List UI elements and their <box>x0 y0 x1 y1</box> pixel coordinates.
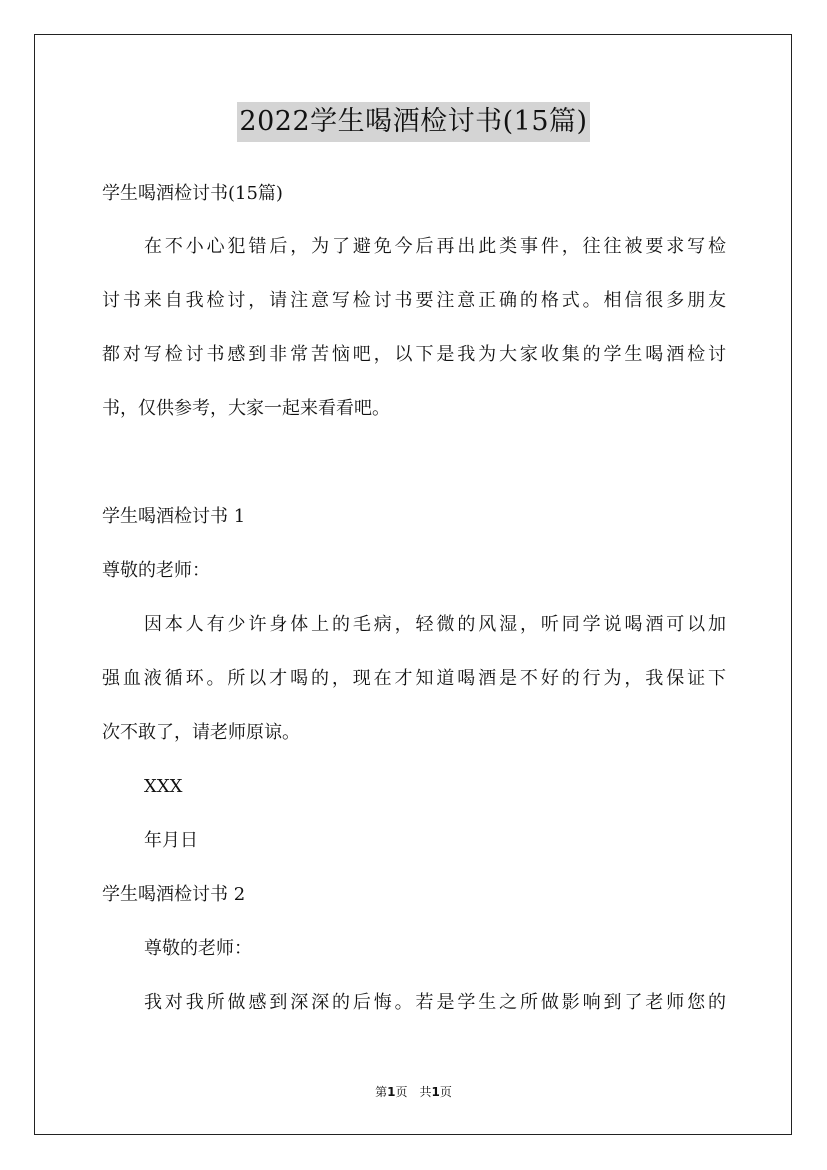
letter1-body-line-1: 因本人有少许身体上的毛病，轻微的风湿，听同学说喝酒可以加 <box>144 614 726 635</box>
letter2-heading: 学生喝酒检讨书 2 <box>102 884 246 905</box>
letter1-signature: XXX <box>144 776 183 797</box>
footer-page-suffix: 页 <box>439 1085 452 1099</box>
letter1-heading: 学生喝酒检讨书 1 <box>102 506 246 527</box>
document-subtitle: 学生喝酒检讨书(15篇) <box>102 183 283 204</box>
intro-line-2: 讨书来自我检讨，请注意写检讨书要注意正确的格式。相信很多朋友 <box>102 290 726 311</box>
page-footer <box>0 1084 827 1100</box>
letter2-body-line-1: 我对我所做感到深深的后悔。若是学生之所做影响到了老师您的 <box>144 992 726 1013</box>
letter1-body-line-3: 次不敢了，请老师原谅。 <box>102 722 300 743</box>
letter1-salutation: 尊敬的老师： <box>102 560 210 581</box>
title-container <box>0 102 827 142</box>
letter1-date: 年月日 <box>144 830 198 851</box>
document-title: 2022学生喝酒检讨书(15篇) <box>237 102 589 142</box>
footer-page-total: 1 <box>431 1085 440 1099</box>
intro-line-3: 都对写检讨书感到非常苦恼吧，以下是我为大家收集的学生喝酒检讨 <box>102 344 726 365</box>
letter1-body-line-2: 强血液循环。所以才喝的，现在才知道喝酒是不好的行为，我保证下 <box>102 668 726 689</box>
intro-line-1: 在不小心犯错后，为了避免今后再出此类事件，往往被要求写检 <box>144 236 726 257</box>
footer-page-prefix: 第 <box>375 1085 388 1099</box>
intro-line-4: 书，仅供参考，大家一起来看看吧。 <box>102 398 390 419</box>
footer-page-mid: 页 共 <box>395 1085 432 1099</box>
footer-page-current: 1 <box>387 1085 396 1099</box>
letter2-salutation: 尊敬的老师： <box>144 938 252 959</box>
